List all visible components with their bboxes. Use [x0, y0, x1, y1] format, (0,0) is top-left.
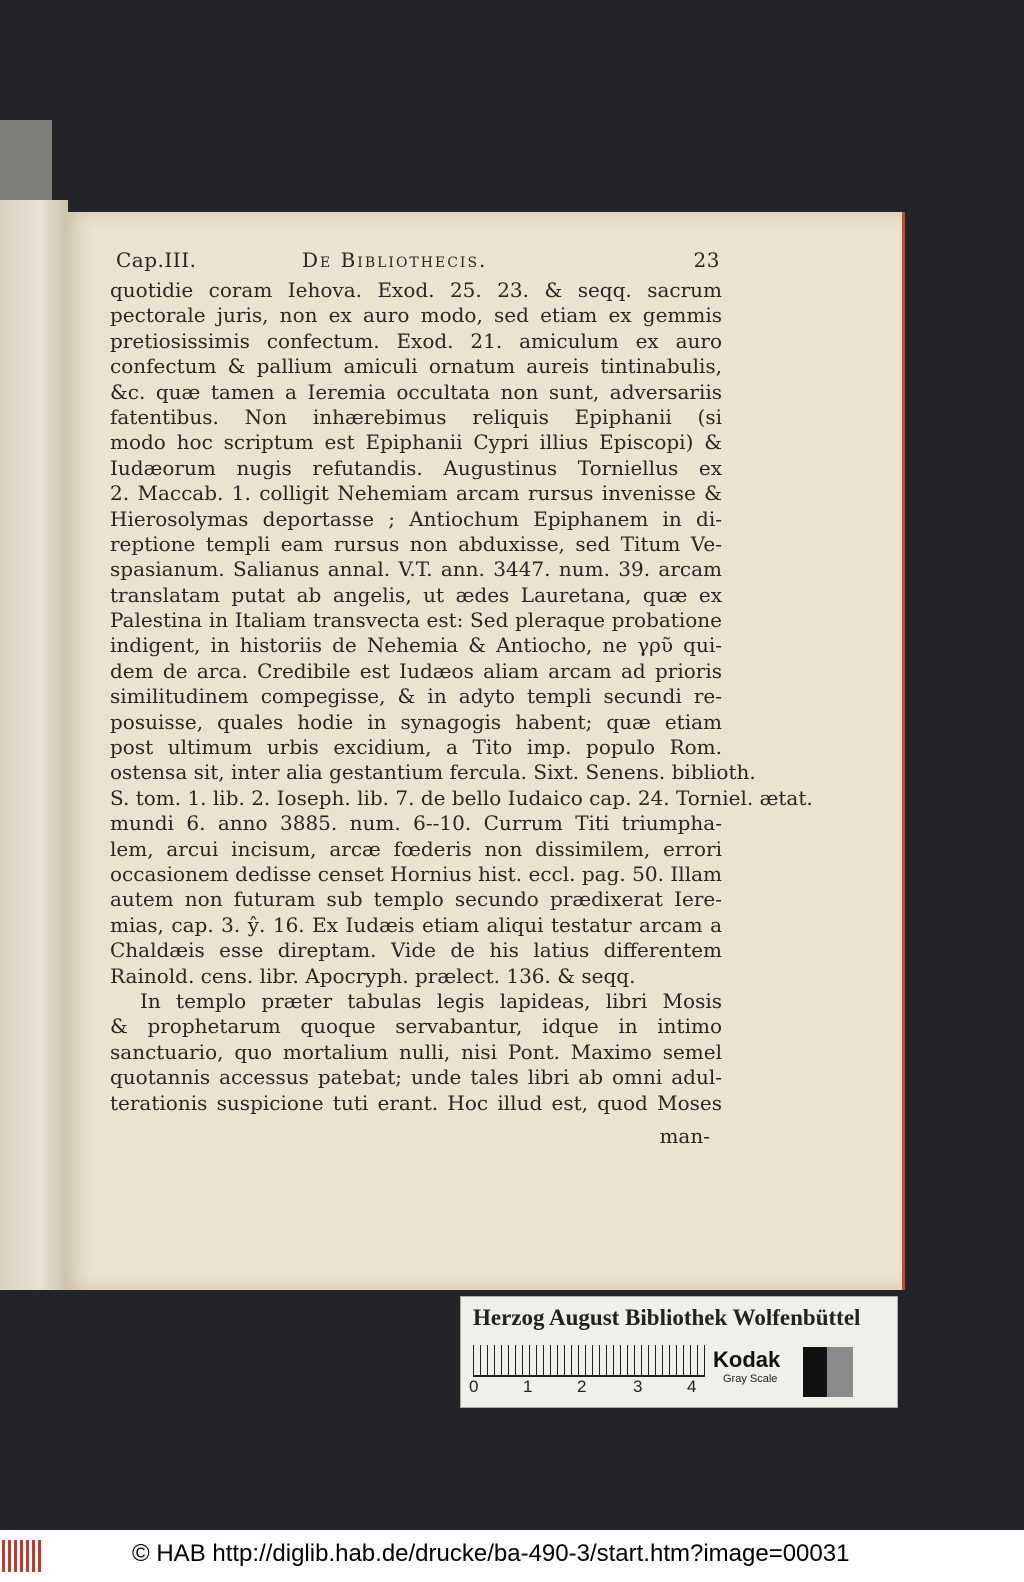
text-line: 2. Maccab. 1. colligit Nehemiam arcam rursus invenisse & — [110, 481, 722, 506]
page-number: 23 — [693, 248, 720, 272]
text-line: reptione templi eam rursus non abduxisse, sed Titum Ve- — [110, 531, 722, 556]
previous-leaf-shadow — [0, 120, 52, 210]
text-line: Iudæorum nugis refutandis. Augustinus Torniellus ex — [110, 455, 722, 480]
text-line: spasianum. Salianus annal. V.T. ann. 3447. num. 39. arcam — [110, 557, 722, 582]
text-line: lem, arcui incisum, arcæ fœderis non dissimilem, errori — [110, 836, 722, 861]
text-line: dem de arca. Credibile est Iudæos aliam arcam ad prioris — [110, 658, 722, 683]
gray-swatch — [827, 1347, 853, 1397]
text-line: quotannis accessus patebat; unde tales libri ab omni adul- — [110, 1065, 722, 1090]
text-line: ostensa sit, inter alia gestantium fercula. Sixt. Senens. biblioth. — [110, 760, 756, 785]
ruler-label: 3 — [633, 1377, 643, 1396]
ruler-labels — [469, 1377, 709, 1401]
footer-url[interactable]: © HAB http://diglib.hab.de/drucke/ba-490-3/start.htm?image=00031 — [132, 1540, 850, 1567]
text-line: mias, cap. 3. ŷ. 16. Ex Iudæis etiam aliqui testatur arcam a — [110, 912, 722, 937]
chapter-label: Cap.III. — [116, 248, 197, 272]
text-line: posuisse, quales hodie in synagogis habent; quæ etiam — [110, 709, 722, 734]
text-line: pectorale juris, non ex auro modo, sed etiam ex gemmis — [110, 303, 722, 328]
text-line: similitudinem compegisse, & in adyto templi secundi re- — [110, 684, 722, 709]
ruler-label: 1 — [523, 1377, 533, 1396]
text-line: indigent, in historiis de Nehemia & Antiocho, ne γρῦ qui- — [110, 633, 722, 658]
running-header — [116, 248, 720, 278]
text-line: fatentibus. Non inhærebimus reliquis Epiphanii (si — [110, 404, 722, 429]
running-title: De Bibliothecis. — [302, 248, 488, 272]
text-line: mundi 6. anno 3885. num. 6--10. Currum Titi triumpha- — [110, 811, 722, 836]
text-line: quotidie coram Iehova. Exod. 25. 23. & seqq. sacrum — [110, 278, 722, 302]
ruler-scale — [473, 1345, 705, 1377]
text-line: &c. quæ tamen a Ieremia occultata non sunt, adversariis — [110, 379, 722, 404]
ruler-label: 4 — [687, 1377, 697, 1396]
ruler-label: 2 — [577, 1377, 587, 1396]
text-line: autem non futuram sub templo secundo prædixerat Iere- — [110, 887, 722, 912]
text-line: Palestina in Italiam transvecta est: Sed pleraque probatione — [110, 608, 722, 633]
ruler-label: 0 — [469, 1377, 479, 1396]
footer-bar — [0, 1530, 1024, 1582]
text-line: pretiosissimis confectum. Exod. 21. amiculum ex auro — [110, 328, 722, 353]
text-line: Hierosolymas deportasse ; Antiochum Epiphanem in di- — [110, 506, 722, 531]
library-name: Herzog August Bibliothek Wolfenbüttel — [473, 1305, 861, 1330]
gray-scale-label: Gray Scale — [723, 1373, 778, 1385]
text-line: Rainold. cens. libr. Apocryph. prælect. 136. & seqq. — [110, 963, 636, 988]
text-line: confectum & pallium amiculi ornatum aureis tintinabulis, — [110, 354, 722, 379]
hab-logo-icon — [2, 1540, 42, 1572]
previous-leaf — [0, 200, 68, 1290]
text-line: post ultimum urbis excidium, a Tito imp. populo Rom. — [110, 735, 722, 760]
text-line: terationis suspicione tuti erant. Hoc illud est, quod Moses — [110, 1090, 722, 1115]
color-target-card — [460, 1296, 898, 1408]
black-swatch — [803, 1347, 827, 1397]
text-line: sanctuario, quo mortalium nulli, nisi Pont. Maximo semel — [110, 1039, 722, 1064]
text-line: S. tom. 1. lib. 2. Ioseph. lib. 7. de bello Iudaico cap. 24. Torniel. ætat. — [110, 785, 813, 810]
text-line: & prophetarum quoque servabantur, idque in intimo — [110, 1014, 722, 1039]
text-line: modo hoc scriptum est Epiphanii Cypri illius Episcopi) & — [110, 430, 722, 455]
text-line: translatam putat ab angelis, ut ædes Lauretana, quæ ex — [110, 582, 722, 607]
text-line: Chaldæis esse direptam. Vide de his latius differentem — [110, 938, 722, 963]
body-text — [110, 278, 813, 1116]
kodak-logo: Kodak — [713, 1347, 781, 1372]
text-line: In templo præter tabulas legis lapideas, libri Mosis — [140, 988, 722, 1013]
catchword: man- — [659, 1124, 710, 1148]
text-line: occasionem dedisse censet Hornius hist. eccl. pag. 50. Illam — [110, 861, 722, 886]
